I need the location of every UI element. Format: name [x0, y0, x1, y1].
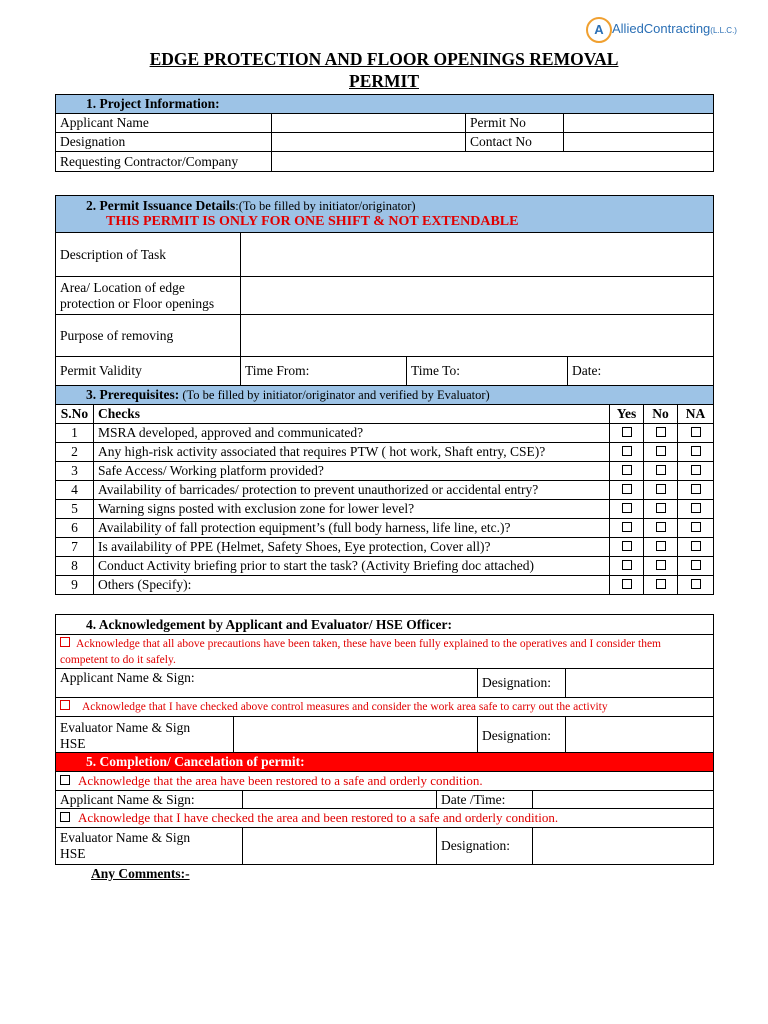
checklist-number: 6: [56, 519, 94, 538]
checklist-na-cell: [678, 519, 714, 538]
logo-suffix: (L.L.C.): [710, 26, 737, 35]
checklist-number: 4: [56, 481, 94, 500]
checklist-yes-cell: [610, 424, 644, 443]
checklist-number: 2: [56, 443, 94, 462]
completion-datetime-field[interactable]: [533, 791, 714, 809]
checklist-yes-checkbox[interactable]: [622, 541, 632, 551]
designation-label: Designation: [56, 133, 272, 152]
checklist-text: Availability of barricades/ protection to prevent unauthorized or accidental entry?: [94, 481, 610, 500]
completion-ack-row: [56, 772, 714, 791]
completion-check-text: Acknowledge that I have checked the area and been restored to a safe and orderly condition.: [78, 809, 559, 825]
checklist-text: Warning signs posted with exclusion zone for lower level?: [94, 500, 610, 519]
checklist-text: Safe Access/ Working platform provided?: [94, 462, 610, 481]
checklist-na-cell: [678, 462, 714, 481]
evaluator-designation-label: Designation:: [478, 717, 566, 755]
checklist-yes-checkbox[interactable]: [622, 484, 632, 494]
checklist-no-checkbox[interactable]: [656, 579, 666, 589]
acknowledgement-table: [55, 614, 714, 755]
section-3-note: (To be filled by initiator/originator and verified by Evaluator): [179, 388, 490, 403]
ack-precautions-text: Acknowledge that all above precautions have been taken, these have been fully explained to the operatives and I consider them competent to do it safely.: [60, 637, 662, 666]
section-1-header: 1. Project Information:: [56, 95, 714, 114]
checklist-yes-cell: [610, 500, 644, 519]
checklist-no-cell: [644, 500, 678, 519]
logo-name: AlliedContracting: [612, 21, 711, 36]
checklist-no-cell: [644, 462, 678, 481]
col-yes-header: Yes: [610, 405, 644, 424]
completion-check-checkbox[interactable]: [60, 812, 70, 822]
ack-control-measures-text: Acknowledge that I have checked above control measures and consider the work area safe to carry out the activity: [82, 700, 608, 713]
ack-control-measures-checkbox[interactable]: [60, 700, 70, 710]
checklist-yes-checkbox[interactable]: [622, 579, 632, 589]
checklist-na-cell: [678, 557, 714, 576]
section-3-title: 3. Prerequisites:: [86, 387, 180, 403]
permit-no-label: Permit No: [466, 114, 564, 133]
date-field[interactable]: Date:: [568, 357, 714, 386]
checklist-na-checkbox[interactable]: [691, 484, 701, 494]
completion-hse-text: HSE: [60, 846, 86, 861]
checklist-row: [56, 424, 714, 443]
checklist-yes-checkbox[interactable]: [622, 503, 632, 513]
completion-evaluator-field[interactable]: [243, 828, 437, 865]
checklist-no-checkbox[interactable]: [656, 484, 666, 494]
checklist-text: Is availability of PPE (Helmet, Safety Shoes, Eye protection, Cover all)?: [94, 538, 610, 557]
completion-evaluator-text: Evaluator Name & Sign: [60, 830, 191, 846]
checklist-yes-checkbox[interactable]: [622, 465, 632, 475]
ack-precautions-row: [56, 635, 714, 669]
applicant-sign-label: Applicant Name & Sign:: [60, 670, 195, 685]
checklist-yes-checkbox[interactable]: [622, 446, 632, 456]
area-location-field[interactable]: [241, 277, 714, 315]
checklist-na-checkbox[interactable]: [691, 465, 701, 475]
title-line-1: EDGE PROTECTION AND FLOOR OPENINGS REMOVAL: [149, 49, 619, 69]
company-logo-icon: A: [586, 17, 612, 43]
checklist-row: [56, 443, 714, 462]
checklist-na-checkbox[interactable]: [691, 503, 701, 513]
checklist-na-cell: [678, 424, 714, 443]
checklist-no-checkbox[interactable]: [656, 541, 666, 551]
checklist-no-cell: [644, 443, 678, 462]
completion-designation-field[interactable]: [533, 828, 714, 865]
checklist-na-cell: [678, 443, 714, 462]
checklist-yes-checkbox[interactable]: [622, 560, 632, 570]
completion-applicant-label: Applicant Name & Sign:: [56, 791, 243, 809]
section-4-header: 4. Acknowledgement by Applicant and Evaluator/ HSE Officer:: [56, 615, 714, 635]
checklist-yes-checkbox[interactable]: [622, 427, 632, 437]
checklist-number: 8: [56, 557, 94, 576]
checklist-row: [56, 462, 714, 481]
checklist-yes-cell: [610, 576, 644, 595]
page-title: [0, 48, 768, 92]
checklist-na-checkbox[interactable]: [691, 579, 701, 589]
checklist-yes-cell: [610, 538, 644, 557]
checklist-no-cell: [644, 576, 678, 595]
checklist-row: [56, 538, 714, 557]
checklist-na-checkbox[interactable]: [691, 560, 701, 570]
section-2-title: 2. Permit Issuance Details: [86, 198, 236, 214]
checklist-no-cell: [644, 519, 678, 538]
company-logo-text: [612, 21, 737, 36]
completion-ack-checkbox[interactable]: [60, 775, 70, 785]
col-na-header: NA: [678, 405, 714, 424]
col-sno-header: S.No: [56, 405, 94, 424]
checklist-no-cell: [644, 557, 678, 576]
checklist-yes-cell: [610, 462, 644, 481]
col-checks-header: Checks: [94, 405, 610, 424]
completion-evaluator-label: [56, 828, 243, 865]
purpose-field[interactable]: [241, 315, 714, 357]
checklist-number: 7: [56, 538, 94, 557]
purpose-label: Purpose of removing: [56, 315, 241, 357]
permit-no-field[interactable]: [564, 114, 714, 133]
completion-table: [55, 752, 714, 865]
checklist-no-cell: [644, 424, 678, 443]
checklist-na-cell: [678, 481, 714, 500]
checklist-row: [56, 519, 714, 538]
checklist-row: [56, 500, 714, 519]
shift-warning: THIS PERMIT IS ONLY FOR ONE SHIFT & NOT EXTENDABLE: [106, 213, 519, 229]
ack-precautions-checkbox[interactable]: [60, 637, 70, 647]
permit-issuance-table: [55, 195, 714, 386]
section-3-header: [56, 386, 714, 405]
completion-check-row: [56, 809, 714, 828]
checklist-yes-cell: [610, 519, 644, 538]
checklist-na-cell: [678, 500, 714, 519]
checklist-number: 1: [56, 424, 94, 443]
evaluator-sign-label: [56, 717, 234, 755]
checklist-no-checkbox[interactable]: [656, 503, 666, 513]
contractor-label: Requesting Contractor/Company: [56, 152, 272, 172]
section-5-header: 5. Completion/ Cancelation of permit:: [56, 753, 714, 772]
checklist-na-checkbox[interactable]: [691, 446, 701, 456]
completion-applicant-field[interactable]: [243, 791, 437, 809]
checklist-no-checkbox[interactable]: [656, 560, 666, 570]
checklist-text: Conduct Activity briefing prior to start the task? (Activity Briefing doc attached): [94, 557, 610, 576]
section-2-header: [56, 196, 714, 233]
checklist-no-checkbox[interactable]: [656, 427, 666, 437]
evaluator-sign-text: Evaluator Name & Sign: [60, 719, 191, 735]
task-description-label: Description of Task: [56, 233, 241, 277]
checklist-na-cell: [678, 538, 714, 557]
time-from-field[interactable]: Time From:: [241, 357, 407, 386]
evaluator-sign-field[interactable]: [234, 717, 478, 755]
checklist-no-checkbox[interactable]: [656, 465, 666, 475]
time-to-field[interactable]: Time To:: [407, 357, 568, 386]
checklist-number: 3: [56, 462, 94, 481]
section-2-note: :(To be filled by initiator/originator): [235, 199, 416, 214]
title-line-2: PERMIT: [349, 71, 419, 91]
task-description-field[interactable]: [241, 233, 714, 277]
contact-no-label: Contact No: [466, 133, 564, 152]
applicant-name-label: Applicant Name: [56, 114, 272, 133]
completion-designation-label: Designation:: [437, 828, 533, 865]
prerequisites-checklist: [55, 385, 714, 595]
checklist-text: Any high-risk activity associated that requires PTW ( hot work, Shaft entry, CSE)?: [94, 443, 610, 462]
checklist-text: Availability of fall protection equipment’s (full body harness, life line, etc.)?: [94, 519, 610, 538]
completion-ack-text: Acknowledge that the area have been restored to a safe and orderly condition.: [78, 772, 483, 788]
completion-datetime-label: Date /Time:: [437, 791, 533, 809]
checklist-row: [56, 576, 714, 595]
checklist-number: 5: [56, 500, 94, 519]
applicant-sign-field[interactable]: [56, 669, 478, 698]
evaluator-designation-field[interactable]: [566, 717, 714, 755]
checklist-row: [56, 481, 714, 500]
checklist-no-checkbox[interactable]: [656, 446, 666, 456]
checklist-na-cell: [678, 576, 714, 595]
contact-no-field[interactable]: [564, 133, 714, 152]
ack-control-measures-row: [56, 698, 714, 717]
permit-validity-label: Permit Validity: [56, 357, 241, 386]
checklist-text: Others (Specify):: [94, 576, 610, 595]
checklist-yes-checkbox[interactable]: [622, 522, 632, 532]
checklist-number: 9: [56, 576, 94, 595]
designation-field[interactable]: [272, 133, 466, 152]
applicant-designation-field[interactable]: [566, 669, 714, 698]
checklist-na-checkbox[interactable]: [691, 522, 701, 532]
evaluator-hse-text: HSE: [60, 735, 86, 751]
project-information-table: [55, 94, 714, 172]
contractor-field[interactable]: [272, 152, 714, 172]
checklist-yes-cell: [610, 443, 644, 462]
checklist-yes-cell: [610, 557, 644, 576]
checklist-row: [56, 557, 714, 576]
checklist-yes-cell: [610, 481, 644, 500]
checklist-na-checkbox[interactable]: [691, 427, 701, 437]
area-location-label: Area/ Location of edge protection or Floor openings: [56, 277, 241, 315]
checklist-no-cell: [644, 538, 678, 557]
applicant-name-field[interactable]: [272, 114, 466, 133]
applicant-designation-label: Designation:: [478, 669, 566, 698]
comments-label: Any Comments:-: [91, 866, 190, 881]
checklist-no-cell: [644, 481, 678, 500]
checklist-na-checkbox[interactable]: [691, 541, 701, 551]
col-no-header: No: [644, 405, 678, 424]
checklist-no-checkbox[interactable]: [656, 522, 666, 532]
checklist-text: MSRA developed, approved and communicated?: [94, 424, 610, 443]
